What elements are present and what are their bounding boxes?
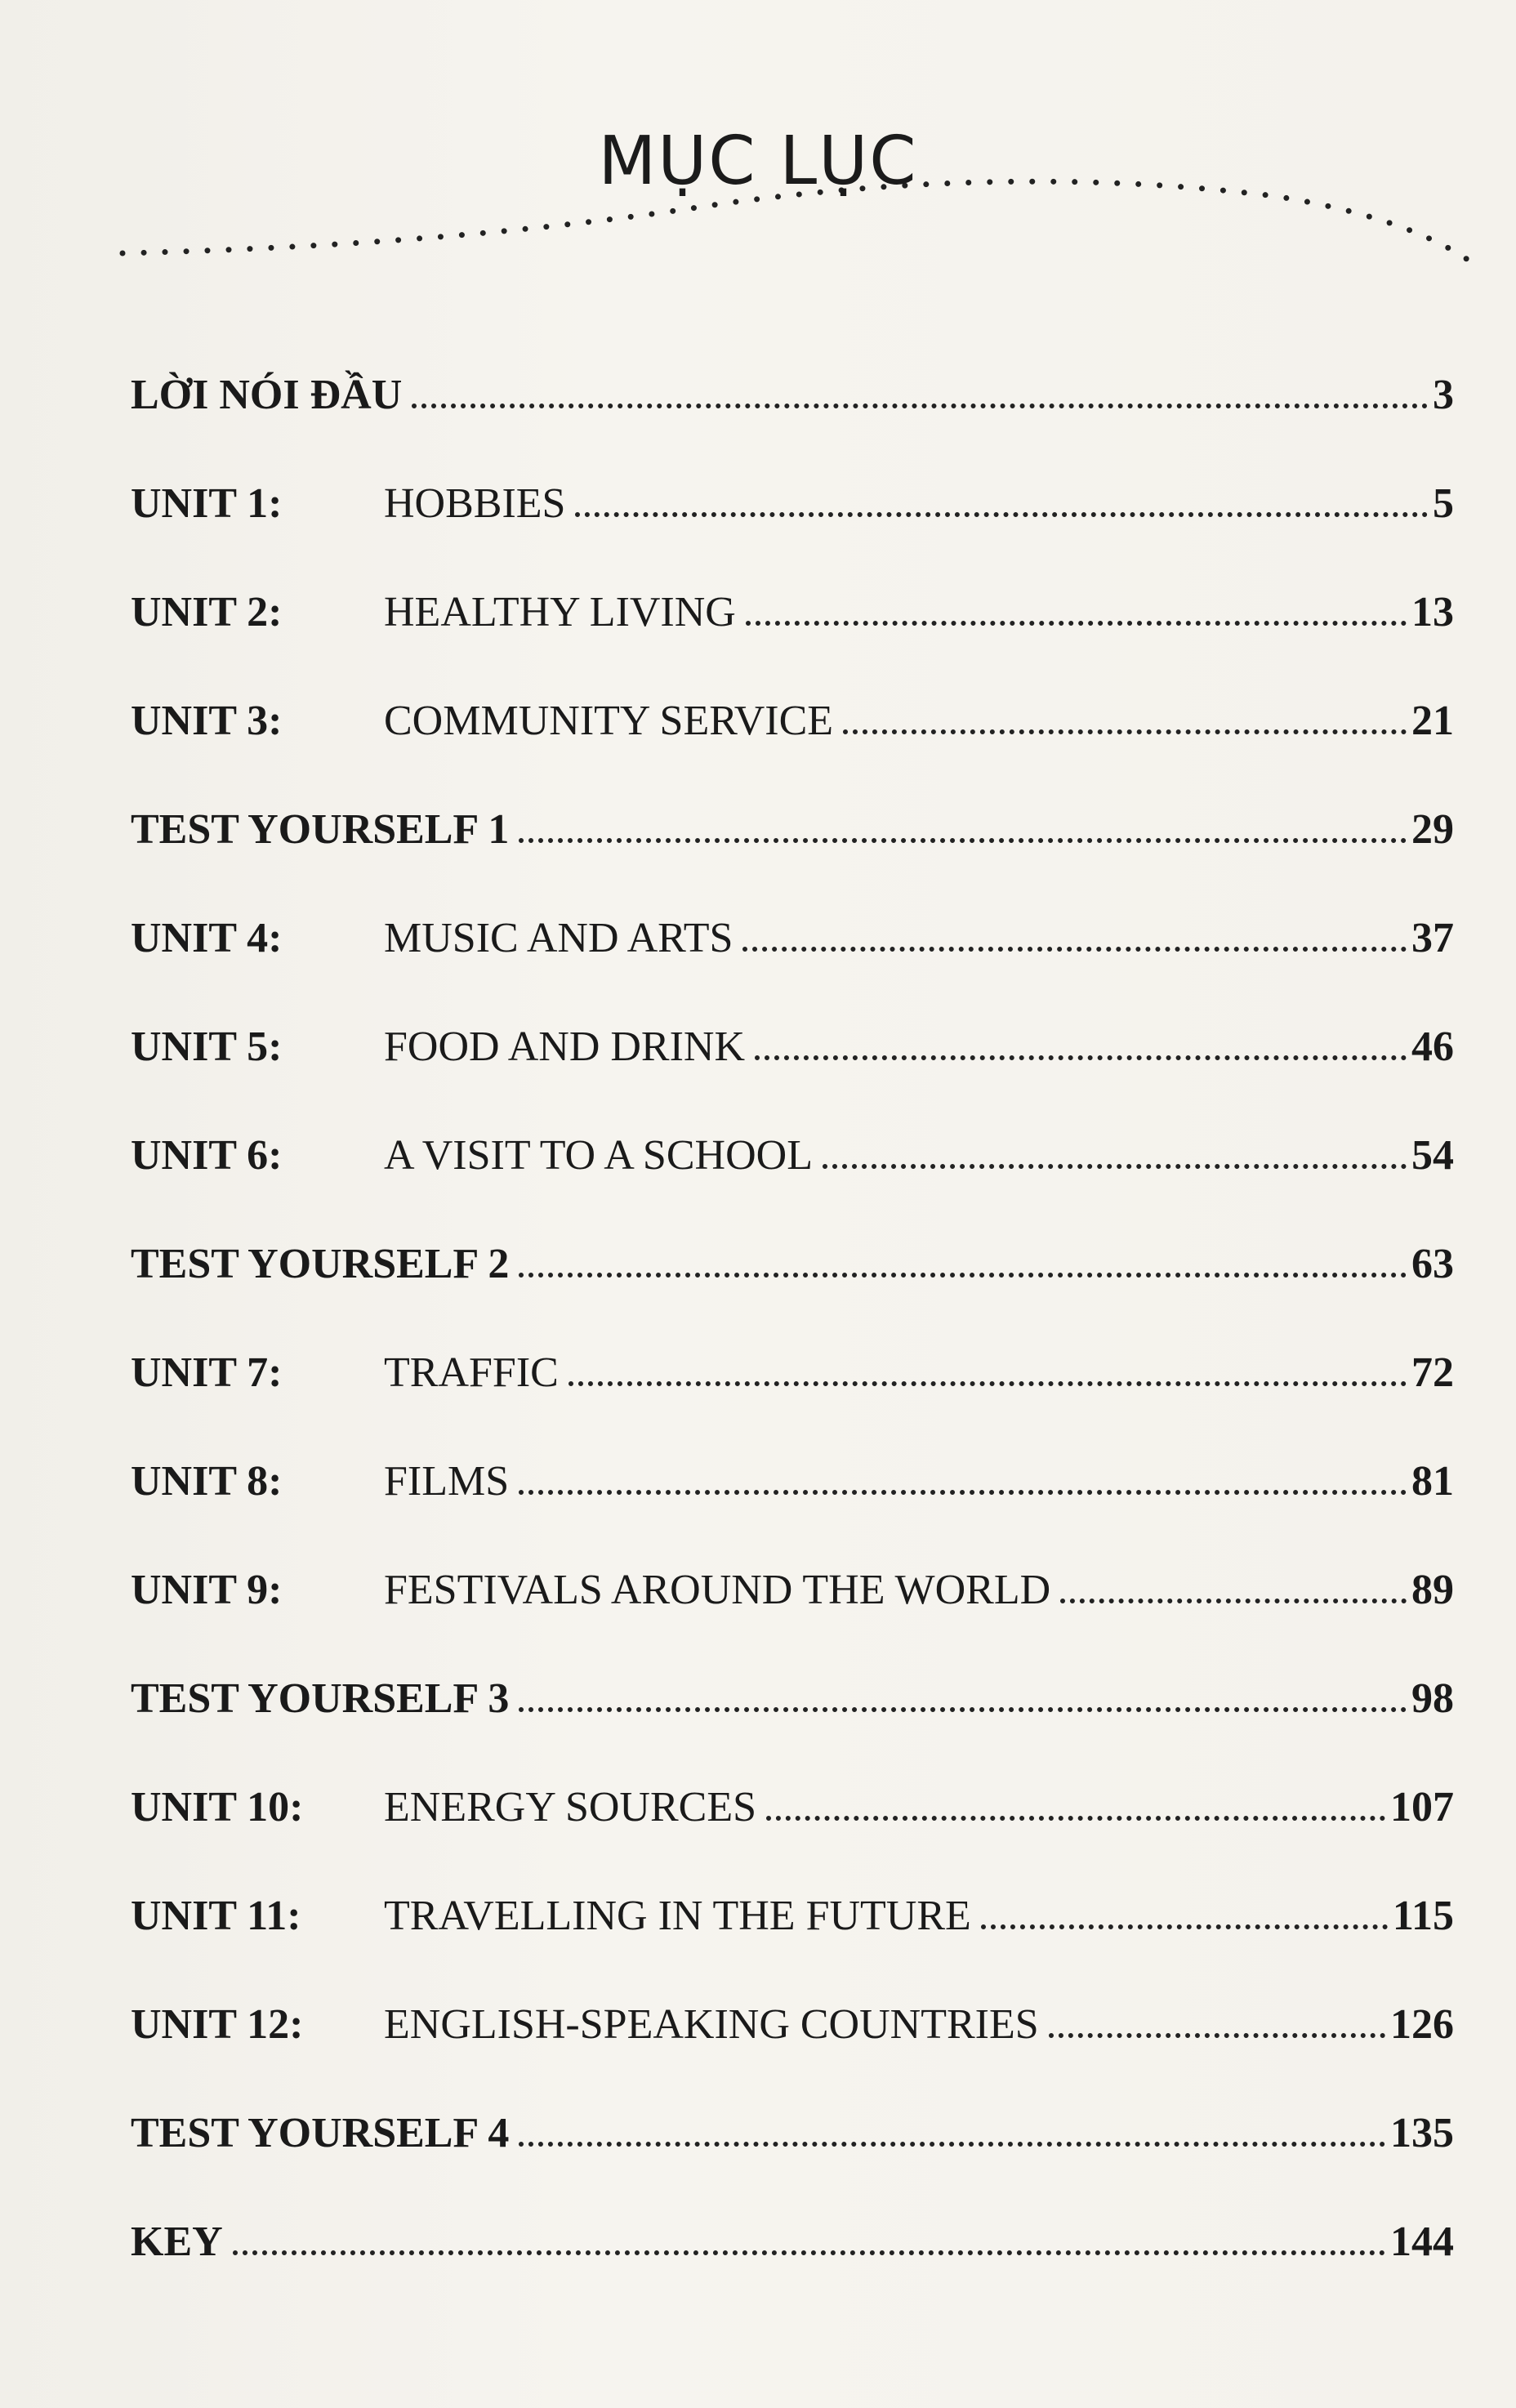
unit-title: TRAFFIC xyxy=(384,1349,559,1396)
dot-leader xyxy=(1049,2033,1385,2038)
toc-entry[interactable] xyxy=(131,351,1454,417)
dot-leader xyxy=(823,1164,1407,1169)
unit-number: UNIT 12: xyxy=(131,2001,304,2048)
unit-number: UNIT 5: xyxy=(131,1023,283,1070)
page-number: 135 xyxy=(1390,2110,1454,2156)
page-title: MỤC LỤC xyxy=(598,123,918,200)
dot-leader xyxy=(755,1055,1407,1060)
unit-title: TRAVELLING IN THE FUTURE xyxy=(384,1893,971,1939)
page-number: 63 xyxy=(1411,1241,1454,1287)
page-number: 98 xyxy=(1411,1675,1454,1722)
toc-entry[interactable] xyxy=(131,786,1454,851)
unit-title: A VISIT TO A SCHOOL xyxy=(384,1132,813,1179)
dot-leader xyxy=(766,1816,1385,1821)
dot-leader xyxy=(568,1381,1407,1386)
page-number: 21 xyxy=(1411,698,1454,744)
dot-leader xyxy=(742,947,1407,952)
entry-label: TEST YOURSELF 2 xyxy=(131,1241,510,1287)
dot-leader xyxy=(519,1490,1407,1495)
page-number: 126 xyxy=(1390,2001,1454,2048)
dot-leader xyxy=(233,2250,1385,2255)
page-number: 29 xyxy=(1411,806,1454,853)
unit-number: UNIT 11: xyxy=(131,1893,301,1939)
dot-leader xyxy=(519,838,1407,843)
toc-entry[interactable] xyxy=(131,2089,1454,2155)
toc-entry[interactable] xyxy=(131,1220,1454,1286)
unit-title: FESTIVALS AROUND THE WORLD xyxy=(384,1567,1051,1613)
unit-number: UNIT 2: xyxy=(131,589,283,635)
toc-entry[interactable] xyxy=(131,1764,1454,1829)
unit-title: FILMS xyxy=(384,1458,510,1505)
entry-label: TEST YOURSELF 3 xyxy=(131,1675,510,1722)
toc-entry[interactable] xyxy=(131,1329,1454,1394)
page-number: 54 xyxy=(1411,1132,1454,1179)
dot-leader xyxy=(746,621,1407,626)
unit-title: COMMUNITY SERVICE xyxy=(384,698,834,744)
dot-leader xyxy=(843,729,1407,734)
page-number: 72 xyxy=(1411,1349,1454,1396)
toc-entry[interactable] xyxy=(131,1112,1454,1177)
unit-title: MUSIC AND ARTS xyxy=(384,915,733,961)
page-number: 46 xyxy=(1411,1023,1454,1070)
unit-title: ENGLISH-SPEAKING COUNTRIES xyxy=(384,2001,1039,2048)
page-number: 5 xyxy=(1433,480,1454,527)
unit-title: ENERGY SOURCES xyxy=(384,1784,757,1831)
unit-number: UNIT 9: xyxy=(131,1567,283,1613)
page-number: 144 xyxy=(1390,2218,1454,2265)
unit-number: UNIT 7: xyxy=(131,1349,283,1396)
dot-leader xyxy=(519,1707,1407,1712)
toc-entry[interactable] xyxy=(131,1438,1454,1503)
toc-entry[interactable] xyxy=(131,1003,1454,1068)
toc-entry[interactable] xyxy=(131,894,1454,960)
dot-leader xyxy=(575,512,1428,517)
toc-entry[interactable] xyxy=(131,1546,1454,1612)
page-number: 115 xyxy=(1392,1893,1454,1939)
dot-leader xyxy=(412,404,1428,408)
entry-label: KEY xyxy=(131,2218,223,2265)
page-number: 89 xyxy=(1411,1567,1454,1613)
unit-number: UNIT 10: xyxy=(131,1784,304,1831)
toc-entry[interactable] xyxy=(131,677,1454,742)
page-number: 81 xyxy=(1411,1458,1454,1505)
unit-number: UNIT 4: xyxy=(131,915,283,961)
dot-leader xyxy=(519,1273,1407,1278)
unit-number: UNIT 6: xyxy=(131,1132,283,1179)
toc-entry[interactable] xyxy=(131,1655,1454,1720)
unit-number: UNIT 3: xyxy=(131,698,283,744)
toc-entry[interactable] xyxy=(131,569,1454,634)
toc-entry[interactable] xyxy=(131,1981,1454,2046)
unit-number: UNIT 1: xyxy=(131,480,283,527)
page-number: 13 xyxy=(1411,589,1454,635)
page-number: 37 xyxy=(1411,915,1454,961)
unit-title: HEALTHY LIVING xyxy=(384,589,736,635)
unit-number: UNIT 8: xyxy=(131,1458,283,1505)
entry-label: LỜI NÓI ĐẦU xyxy=(131,372,403,418)
dot-leader xyxy=(981,1924,1388,1929)
dot-leader xyxy=(1060,1599,1407,1603)
unit-title: FOOD AND DRINK xyxy=(384,1023,746,1070)
dot-leader xyxy=(519,2142,1385,2147)
toc-entry[interactable] xyxy=(131,2198,1454,2263)
toc-entry[interactable] xyxy=(131,1872,1454,1938)
entry-label: TEST YOURSELF 4 xyxy=(131,2110,510,2156)
page-number: 107 xyxy=(1390,1784,1454,1831)
page-number: 3 xyxy=(1433,372,1454,418)
entry-label: TEST YOURSELF 1 xyxy=(131,806,510,853)
toc-entry[interactable] xyxy=(131,460,1454,525)
unit-title: HOBBIES xyxy=(384,480,566,527)
